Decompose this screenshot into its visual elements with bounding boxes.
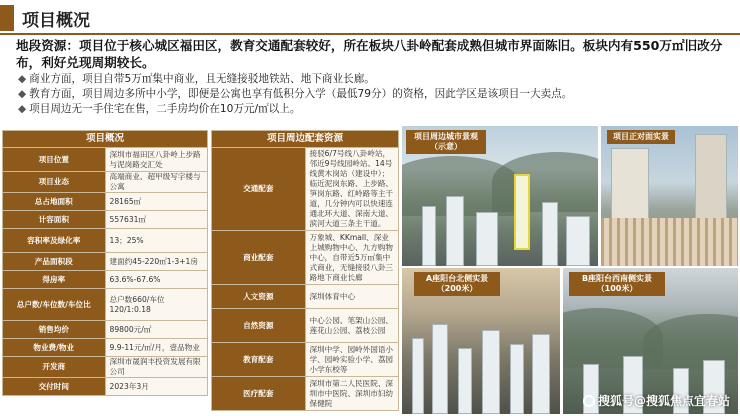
row-key: 总户数/车位数/车位比: [3, 289, 106, 321]
table-row: [3, 339, 208, 357]
bullet-item: [18, 72, 734, 87]
row-value: 89800元/㎡: [105, 321, 208, 339]
row-value: 建面约45-220㎡1-3+1房: [105, 253, 208, 271]
row-value: 中心公园、笔架山公园、莲花山公园、荔枝公园: [305, 309, 399, 343]
row-key: 教育配套: [212, 343, 306, 377]
row-value: 接驳6/7号线八卦岭站，邻近9号线园岭站、14号线黄木岗站（建设中）；临近泥岗东路、上步路、笋岗东路、红岭路等主干道，几分钟内可以快速连通北环大道、深南大道、滨河大道三条主干道。: [305, 148, 399, 231]
bullet-item: [18, 87, 734, 102]
row-key: 交付时间: [3, 378, 106, 396]
building-shape: [542, 202, 558, 266]
diamond-icon: ◆: [18, 103, 27, 115]
table-row: [212, 309, 399, 343]
opposite-view-photo: [601, 126, 738, 266]
overview-heading: 项目概况: [3, 131, 208, 148]
bullet-text: 教育方面，项目周边多所中小学，即便是公寓也享有低积分入学（最低79分）的资格，因此学区是该项目一大卖点。: [29, 88, 573, 100]
bullet-item: [18, 102, 734, 117]
diamond-icon: ◆: [18, 73, 27, 85]
building-shape: [458, 348, 472, 414]
table-row: [3, 378, 208, 396]
row-value: 深圳市晟润丰投资发展有限公司: [105, 357, 208, 378]
row-key: 得房率: [3, 271, 106, 289]
building-shape: [566, 216, 590, 266]
table-row: [3, 148, 208, 172]
row-value: 13；25%: [105, 229, 208, 253]
table-row: [3, 289, 208, 321]
table-row: [3, 193, 208, 211]
row-key: 产品面积段: [3, 253, 106, 271]
row-key: 项目业态: [3, 172, 106, 193]
bullet-list: [18, 72, 734, 117]
row-value: 万象城、KKmall、深业上城购物中心、九方购物中心，自带近5万㎡集中式商业，无缝接驳八卦三路地下商业长廊: [305, 231, 399, 285]
north-balcony-photo: [402, 268, 560, 414]
building-shape: [532, 334, 550, 414]
row-key: 计容面积: [3, 211, 106, 229]
table-row: [3, 271, 208, 289]
watermark: [583, 392, 730, 409]
row-key: 交通配套: [212, 148, 306, 231]
table-row: [3, 211, 208, 229]
project-tower-highlight: [514, 174, 530, 250]
row-value: 深圳市福田区八卦岭上步路与泥岗路交汇处: [105, 148, 208, 172]
row-value: 2023年3月: [105, 378, 208, 396]
bullet-text: 项目周边无一手住宅在售，二手房均价在10万元/㎡以上。: [29, 103, 301, 115]
table-row: [212, 377, 399, 411]
photo-label: 项目周边城市景观（示意）: [406, 130, 486, 154]
row-value: 9.9-11元/㎡/月，壹品物业: [105, 339, 208, 357]
supporting-table: [211, 130, 399, 411]
row-key: 开发商: [3, 357, 106, 378]
building-shape: [422, 206, 436, 266]
building-shape: [412, 338, 424, 414]
row-key: 销售均价: [3, 321, 106, 339]
row-key: 商业配套: [212, 231, 306, 285]
table-row: [3, 172, 208, 193]
photo-label: A座阳台北侧实景（200米）: [414, 272, 500, 296]
page-title: 项目概况: [22, 11, 90, 31]
table-row: [212, 148, 399, 231]
row-value: 总户数660/车位120/1:0.18: [105, 289, 208, 321]
summary-text: 地段资源：项目位于核心城区福田区，教育交通配套较好，所在板块八卦岭配套成熟但城市界面陈旧。板块内有550万㎡旧改分布，利好兑现周期较长。: [16, 38, 723, 70]
title-bar: [0, 0, 740, 34]
photo-label: B座阳台西南侧实景（100米）: [569, 272, 665, 296]
table-row: [212, 231, 399, 285]
table-row: [212, 285, 399, 309]
sohu-logo-icon: [583, 395, 595, 407]
row-value: 557631㎡: [105, 211, 208, 229]
row-value: 深圳市第二人民医院、深圳市中医院、深圳市妇幼保健院: [305, 377, 399, 411]
photo-label: 项目正对面实景: [607, 130, 675, 144]
table-row: [3, 357, 208, 378]
table-row: [3, 321, 208, 339]
building-shape: [446, 196, 464, 266]
row-value: 63.6%-67.6%: [105, 271, 208, 289]
title-accent-bar: [0, 5, 14, 31]
title-divider: [0, 33, 740, 35]
building-shape: [432, 324, 448, 414]
row-key: 总占地面积: [3, 193, 106, 211]
supporting-heading: 项目周边配套资源: [212, 131, 399, 148]
table-row: [3, 229, 208, 253]
city-view-photo: [402, 126, 598, 266]
row-key: 项目位置: [3, 148, 106, 172]
row-key: 人文资源: [212, 285, 306, 309]
row-key: 物业费/物业: [3, 339, 106, 357]
building-shape: [476, 212, 498, 266]
bullet-text: 商业方面，项目自带5万㎡集中商业，且无缝接驳地铁站、地下商业长廊。: [29, 73, 375, 85]
table-row: [212, 343, 399, 377]
table-row: [3, 253, 208, 271]
row-key: 医疗配套: [212, 377, 306, 411]
row-value: 深圳中学、园岭外国语小学、园岭实验小学、荔园小学东校等: [305, 343, 399, 377]
building-shape: [510, 344, 524, 414]
construction-site-shape: [601, 218, 738, 266]
overview-table: [2, 130, 208, 396]
row-value: 深圳体育中心: [305, 285, 399, 309]
diamond-icon: ◆: [18, 88, 27, 100]
row-value: 高端商业、超甲级写字楼与公寓: [105, 172, 208, 193]
watermark-text: 搜狐号@搜狐焦点宜春站: [597, 394, 730, 408]
row-key: 容积率及绿化率: [3, 229, 106, 253]
row-value: 28165㎡: [105, 193, 208, 211]
row-key: 自然资源: [212, 309, 306, 343]
building-shape: [482, 330, 500, 414]
